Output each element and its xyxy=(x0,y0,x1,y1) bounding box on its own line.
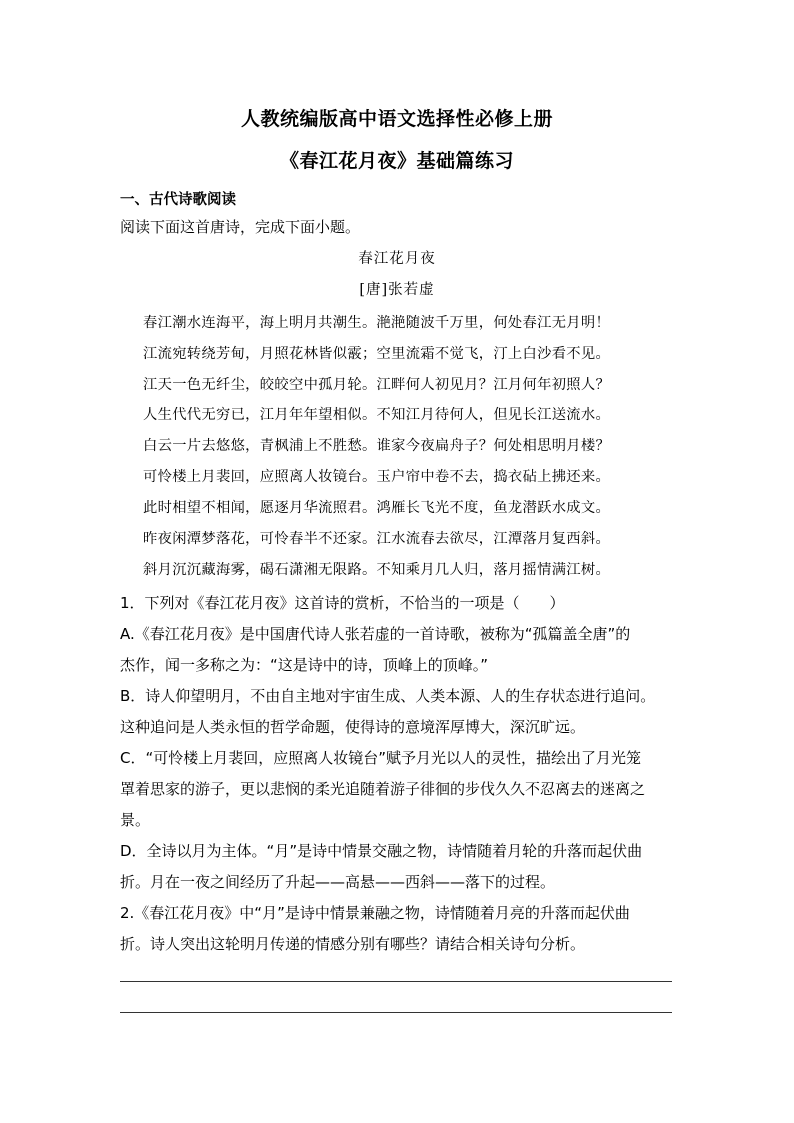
question-1-option-a-cont: 杰作，闻一多称之为：“这是诗中的诗，顶峰上的顶峰。” xyxy=(120,656,489,674)
answer-line[interactable] xyxy=(120,981,672,982)
poem-line: 此时相望不相闻，愿逐月华流照君。鸿雁长飞光不度，鱼龙潜跃水成文。 xyxy=(143,500,611,516)
question-1-option-a: A.《春江花月夜》是中国唐代诗人张若虚的一首诗歌，被称为“孤篇盖全唐”的 xyxy=(120,625,631,643)
question-1-option-c-cont: 景。 xyxy=(120,811,151,829)
poem-line: 春江潮水连海平，海上明月共潮生。滟滟随波千万里，何处春江无月明！ xyxy=(143,315,611,331)
question-1-stem: 1．下列对《春江花月夜》这首诗的赏析，不恰当的一项是（ ） xyxy=(120,594,565,612)
question-1-option-d: D．全诗以月为主体。“月”是诗中情景交融之物，诗情随着月轮的升落而起伏曲 xyxy=(120,842,643,860)
question-1-option-b: B．诗人仰望明月，不由自主地对宇宙生成、人类本源、人的生存状态进行追问。 xyxy=(120,687,656,705)
instruction-text: 阅读下面这首唐诗，完成下面小题。 xyxy=(120,218,361,236)
question-1-option-c-cont: 罩着思家的游子，更以悲悯的柔光追随着游子徘徊的步伐久久不忍离去的迷离之 xyxy=(120,780,646,798)
question-1-option-c: C．“可怜楼上月裴回，应照离人妆镜台”赋予月光以人的灵性，描绘出了月光笼 xyxy=(120,749,642,767)
poem-author: [唐]张若虚 xyxy=(359,282,435,298)
poem-title: 春江花月夜 xyxy=(358,251,436,267)
document-title: 人教统编版高中语文选择性必修上册 xyxy=(240,108,553,130)
poem-line: 江流宛转绕芳甸，月照花林皆似霰；空里流霜不觉飞，汀上白沙看不见。 xyxy=(143,346,611,362)
poem-line: 昨夜闲潭梦落花，可怜春半不还家。江水流春去欲尽，江潭落月复西斜。 xyxy=(143,531,611,547)
question-2-stem-cont: 折。诗人突出这轮明月传递的情感分别有哪些？请结合相关诗句分析。 xyxy=(120,935,586,953)
poem-line: 江天一色无纤尘，皎皎空中孤月轮。江畔何人初见月？江月何年初照人？ xyxy=(143,377,611,393)
poem-line: 白云一片去悠悠，青枫浦上不胜愁。谁家今夜扁舟子？何处相思明月楼？ xyxy=(143,438,611,454)
question-2-stem: 2.《春江花月夜》中“月”是诗中情景兼融之物，诗情随着月亮的升落而起伏曲 xyxy=(120,904,630,922)
question-1-option-b-cont: 这种追问是人类永恒的哲学命题，使得诗的意境浑厚博大，深沉旷远。 xyxy=(120,718,586,736)
poem-line: 斜月沉沉藏海雾，碣石潇湘无限路。不知乘月几人归，落月摇情满江树。 xyxy=(143,562,611,578)
poem-line: 可怜楼上月裴回，应照离人妆镜台。玉户帘中卷不去，捣衣砧上拂还来。 xyxy=(143,469,611,485)
section-heading: 一、古代诗歌阅读 xyxy=(120,192,236,208)
document-subtitle: 《春江花月夜》基础篇练习 xyxy=(279,150,514,172)
answer-line[interactable] xyxy=(120,1012,672,1013)
question-1-option-d-cont: 折。月在一夜之间经历了升起——高悬——西斜——落下的过程。 xyxy=(120,873,556,891)
poem-line: 人生代代无穷已，江月年年望相似。不知江月待何人，但见长江送流水。 xyxy=(143,407,611,423)
